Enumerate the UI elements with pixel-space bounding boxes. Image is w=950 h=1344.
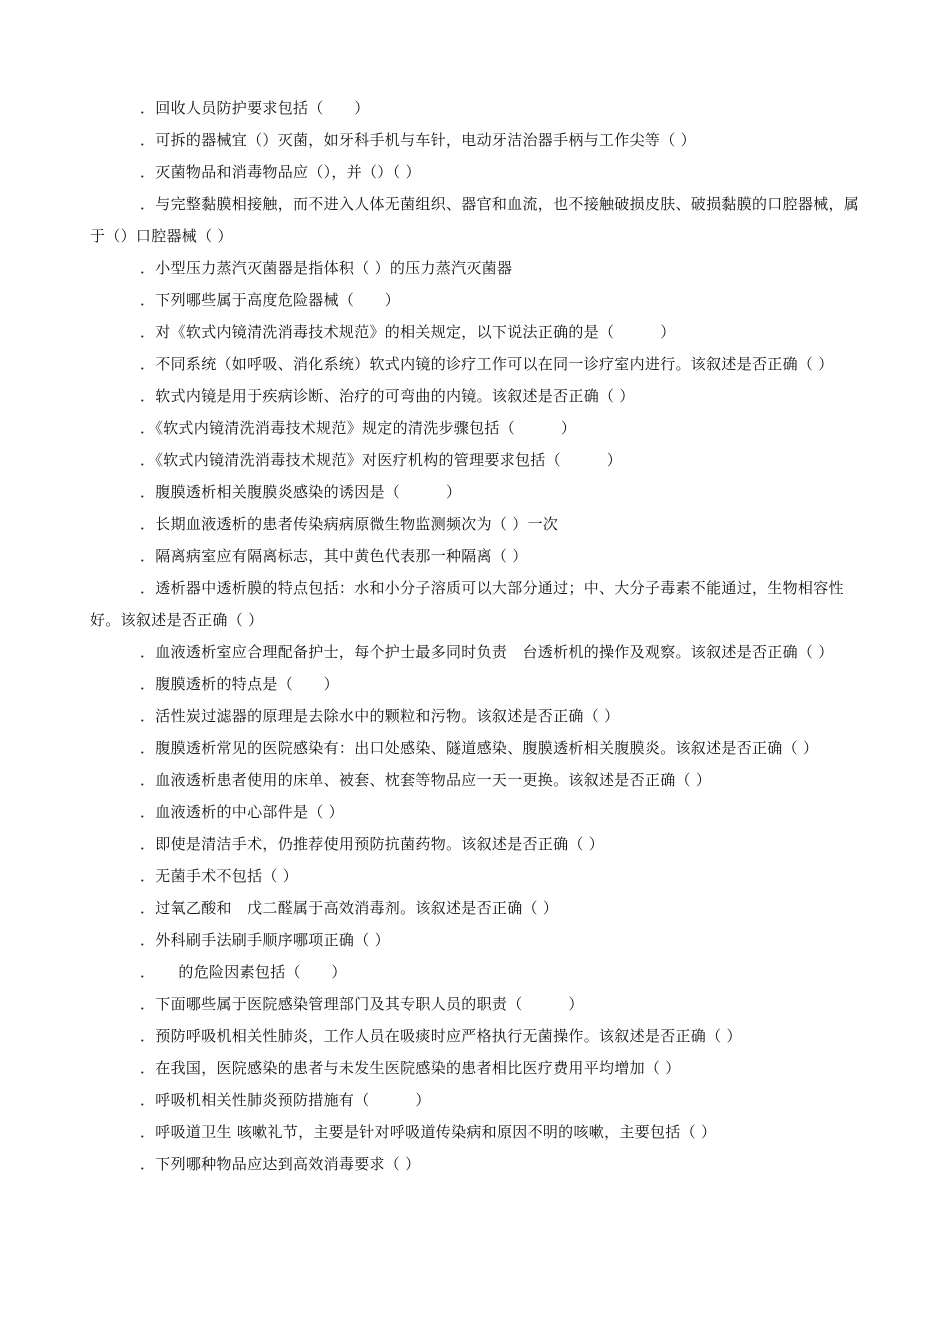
question-item: ．腹膜透析常见的医院感染有：出口处感染、隧道感染、腹膜透析相关腹膜炎。该叙述是否正确（ ） bbox=[140, 739, 819, 757]
question-item: ．与完整黏膜相接触，而不进入人体无菌组织、器官和血流，也不接触破损皮肤、破损黏膜的口腔器械，属于（）口腔器械（ ） bbox=[90, 195, 860, 245]
question-item: ．活性炭过滤器的原理是去除水中的颗粒和污物。该叙述是否正确（ ） bbox=[140, 707, 620, 725]
question-item: ．血液透析患者使用的床单、被套、枕套等物品应一天一更换。该叙述是否正确（ ） bbox=[140, 771, 712, 789]
question-item: ．回收人员防护要求包括（ ） bbox=[140, 99, 370, 117]
question-item: ．外科刷手法刷手顺序哪项正确（ ） bbox=[140, 931, 390, 949]
question-item: ．不同系统（如呼吸、消化系统）软式内镜的诊疗工作可以在同一诊疗室内进行。该叙述是否正确（ ） bbox=[140, 355, 834, 373]
question-item: ．下列哪些属于高度危险器械（ ） bbox=[140, 291, 401, 309]
question-item: ．长期血液透析的患者传染病病原微生物监测频次为（ ）一次 bbox=[140, 515, 559, 533]
question-item: ．隔离病室应有隔离标志，其中黄色代表那一种隔离（ ） bbox=[140, 547, 528, 565]
question-item: ． 的危险因素包括（ ） bbox=[140, 963, 347, 981]
question-item: ．《软式内镜清洗消毒技术规范》规定的清洗步骤包括（ ） bbox=[140, 419, 577, 437]
question-item: ．血液透析室应合理配备护士，每个护士最多同时负责 台透析机的操作及观察。该叙述是否正确（ ） bbox=[140, 643, 834, 661]
question-item: ．过氧乙酸和 戊二醛属于高效消毒剂。该叙述是否正确（ ） bbox=[140, 899, 559, 917]
question-item: ．无菌手术不包括（ ） bbox=[140, 867, 299, 885]
question-item: ．可拆的器械宜（）灭菌，如牙科手机与车针，电动牙洁治器手柄与工作尖等（ ） bbox=[140, 131, 696, 149]
question-item: ．对《软式内镜清洗消毒技术规范》的相关规定，以下说法正确的是（ ） bbox=[140, 323, 676, 341]
question-item: ．预防呼吸机相关性肺炎，工作人员在吸痰时应严格执行无菌操作。该叙述是否正确（ ） bbox=[140, 1027, 742, 1045]
question-item: ．即使是清洁手术，仍推荐使用预防抗菌药物。该叙述是否正确（ ） bbox=[140, 835, 605, 853]
question-item: ．灭菌物品和消毒物品应（），并（）（ ） bbox=[140, 163, 421, 181]
question-item: ．软式内镜是用于疾病诊断、治疗的可弯曲的内镜。该叙述是否正确（ ） bbox=[140, 387, 635, 405]
question-item: ．在我国，医院感染的患者与未发生医院感染的患者相比医疗费用平均增加（ ） bbox=[140, 1059, 681, 1077]
question-item: ．下列哪种物品应达到高效消毒要求（ ） bbox=[140, 1155, 421, 1173]
question-item: ．小型压力蒸汽灭菌器是指体积（ ）的压力蒸汽灭菌器 bbox=[140, 259, 513, 277]
question-item: ．血液透析的中心部件是（ ） bbox=[140, 803, 344, 821]
question-item: ．腹膜透析相关腹膜炎感染的诱因是（ ） bbox=[140, 483, 462, 501]
question-item: ．《软式内镜清洗消毒技术规范》对医疗机构的管理要求包括（ ） bbox=[140, 451, 623, 469]
question-item: ．透析器中透析膜的特点包括：水和小分子溶质可以大部分通过；中、大分子毒素不能通过，生物相容性好。该叙述是否正确（ ） bbox=[90, 579, 844, 629]
question-item: ．下面哪些属于医院感染管理部门及其专职人员的职责（ ） bbox=[140, 995, 584, 1013]
question-item: ．呼吸机相关性肺炎预防措施有（ ） bbox=[140, 1091, 431, 1109]
question-item: ．呼吸道卫生 咳嗽礼节，主要是针对呼吸道传染病和原因不明的咳嗽，主要包括（ ） bbox=[140, 1123, 717, 1141]
question-item: ．腹膜透析的特点是（ ） bbox=[140, 675, 339, 693]
